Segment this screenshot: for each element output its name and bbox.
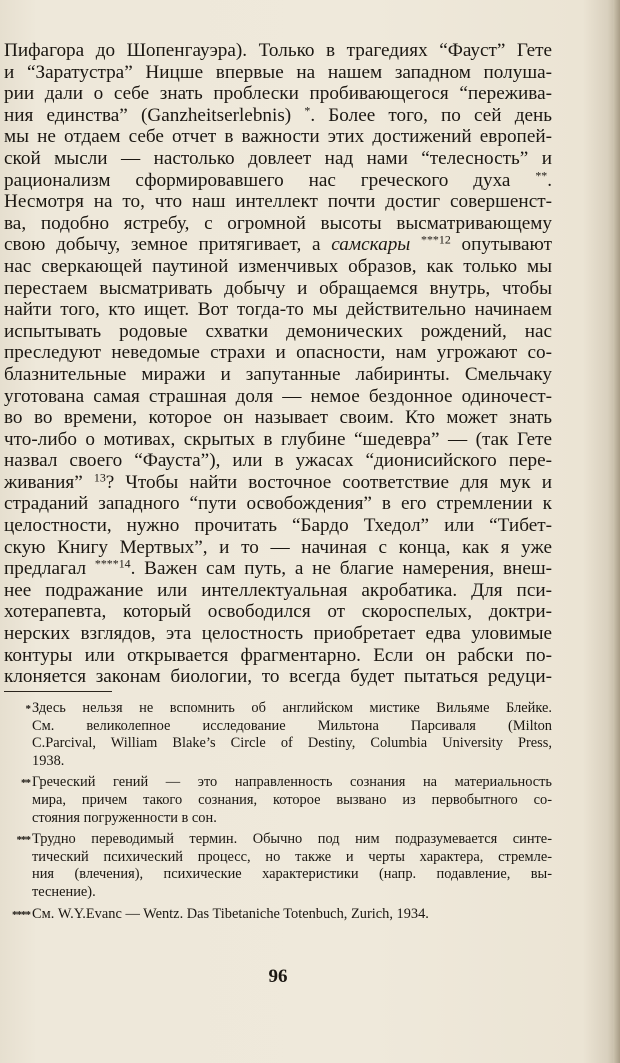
text-line: хотерапевта, который освободился от скороспелых, доктри- <box>4 601 552 623</box>
text-line: испытывать родовые схватки демонических рождений, нас <box>4 320 552 342</box>
text-line: целостности, нужно прочитать “Бардо Тхедол” или “Тибет- <box>4 515 552 537</box>
text-fragment: . <box>547 169 552 191</box>
footnote-line: ния (влечения), психические характеристики (напр. подавление, вы- <box>32 866 552 883</box>
footnote-line: Трудно переводимый термин. Обычно под ним подразумевается синте- <box>32 831 552 848</box>
text-line: скую Книгу Мертвых”, и то — начиная с конца, как я уже <box>4 536 552 558</box>
text-fragment: опутывают <box>461 234 553 256</box>
footnote-line: мира, причем такого сознания, которое вызвано из первобытного со- <box>32 791 552 808</box>
text-fragment: . Более того, по сей день <box>310 104 553 126</box>
text-line: блазнительные миражи и запутанные лабиринты. Смельчаку <box>4 363 552 385</box>
text-line: нее подражание или интеллектуальная акробатика. Для пси- <box>4 579 552 601</box>
footnote-mark: * <box>25 703 30 715</box>
text-line: во во времени, которое он называет своим. Кто может знать <box>4 407 552 429</box>
text-line: ва, подобно ястребу, с огромной высоты высматривающему <box>4 212 552 234</box>
footnote <box>4 906 552 924</box>
text-fragment: живания” <box>4 471 83 493</box>
footnote-mark: *** <box>16 834 30 847</box>
text-line: преследуют неведомые страхи и опасности, нам угрожают со- <box>4 342 552 364</box>
footnote-ref: ****14 <box>94 556 131 571</box>
page-number: 96 <box>268 966 288 987</box>
footnote-ref: * <box>304 103 311 118</box>
text-line <box>4 234 552 256</box>
footnote <box>4 700 552 770</box>
text-line: уготована самая страшная доля — немое бездонное одиночест- <box>4 385 552 407</box>
footnote-ref: 13 <box>93 470 106 485</box>
text-line <box>4 558 552 580</box>
footnote-line: Здесь нельзя не вспомнить об английском мистике Вильяме Блейке. <box>32 700 552 716</box>
text-line: Пифагора до Шопенгауэра). Только в трагедиях “Фауст” Гете <box>4 40 552 61</box>
text-line: что-либо о мотивах, скрытых в глубине “шедевра” — (так Гете <box>4 428 552 450</box>
footnote-mark: **** <box>12 908 30 921</box>
footnote-ref: ** <box>535 168 548 183</box>
text-fragment: ? Чтобы найти восточное соответствие для мук и <box>105 471 552 493</box>
footnote-mark: ** <box>21 777 30 790</box>
text-line <box>4 472 552 494</box>
footnote <box>4 831 552 901</box>
text-fragment: ния единства” (Ganzheitserlebnis) <box>4 104 292 126</box>
footnotes <box>4 700 552 927</box>
footnote-line: Греческий гений — это направленность сознания на материальность <box>32 774 552 791</box>
text-line: рии дали о себе знать проблески пробивающегося “пережива- <box>4 83 552 105</box>
text-line: контуры или открывается фрагментарно. Если он рабски по- <box>4 644 552 666</box>
footnote-line: 1938. <box>32 752 65 769</box>
text-line: ской мысли — настолько довлеет над нами “телесность” и <box>4 147 552 169</box>
text-line: найти того, кто ищет. Вот тогда-то мы действительно начинаем <box>4 299 552 321</box>
footnote-line: теснение). <box>32 883 96 900</box>
text-line: перестаем высматривать добычу и обращаемся внутрь, чтобы <box>4 277 552 299</box>
text-line: Несмотря на то, что наш интеллект почти достиг совершенст- <box>4 191 552 213</box>
text-line: и “Заратустра” Ницше впервые на нашем западном полуша- <box>4 61 552 83</box>
text-line: мы не отдаем себе отчет в важности этих достижений европей- <box>4 126 552 148</box>
text-line: страданий западного “пути освобождения” в его стремлении к <box>4 493 552 515</box>
footnote-ref: ***12 <box>421 232 451 247</box>
text-line: клоняется законам биологии, то всегда будет пытаться редуци- <box>4 666 552 688</box>
footnote-divider <box>4 691 112 692</box>
italic-term: самскары <box>331 234 411 256</box>
text-line: нерских взглядов, эта целостность приобретает едва уловимые <box>4 623 552 645</box>
text-line <box>4 170 552 192</box>
footnote-line: См. W.Y.Evanc — Wentz. Das Tibetaniche Totenbuch, Zurich, 1934. <box>32 905 429 922</box>
text-line <box>4 105 552 127</box>
page-edge <box>613 0 620 1063</box>
main-text <box>4 40 552 688</box>
text-line: нас сверкающей паутиной изменчивых образов, как только мы <box>4 255 552 277</box>
text-fragment: рационализм сформировавшего нас греческого духа <box>4 169 511 191</box>
footnote <box>4 774 552 827</box>
footnote-line: стояния погруженности в сон. <box>32 809 217 826</box>
text-fragment: свою добычу, земное притягивает, а <box>4 234 321 256</box>
text-line: назвал своего “Фауста”), или в ужасах “дионисийского пере- <box>4 450 552 472</box>
text-fragment: . Важен сам путь, а не благие намерения, внеш- <box>130 558 553 580</box>
text-fragment: предлагал <box>4 558 87 580</box>
footnote-line: C.Parcival, William Blake’s Circle of Destiny, Columbia University Press, <box>32 735 552 752</box>
footnote-line: См. великолепное исследование Мильтона Парсиваля (Milton <box>32 717 552 734</box>
footnote-line: тический психический процесс, но также и черты характера, стремле- <box>32 848 552 865</box>
